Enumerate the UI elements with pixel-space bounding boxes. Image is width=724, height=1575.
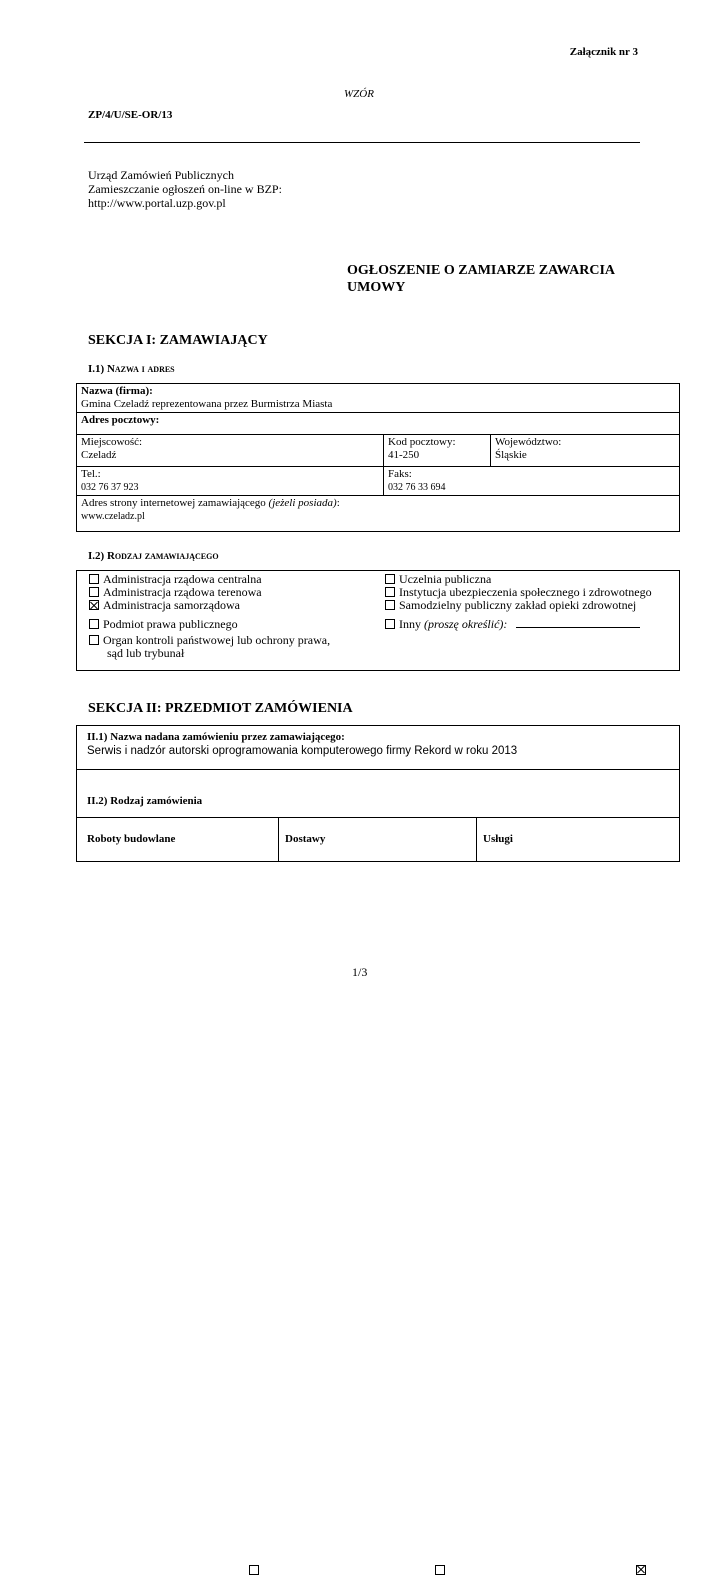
order-name-label: II.1) Nazwa nadana zamówieniu przez zamawiającego: [87, 731, 345, 743]
fax-value[interactable]: 032 76 33 694 [388, 482, 446, 493]
office-service: Zamieszczanie ogłoszeń on-line w BZP: [88, 182, 282, 196]
order-table [76, 725, 680, 862]
types-left-column [89, 573, 330, 660]
type-option-label: Uczelnia publiczna [399, 572, 492, 586]
type-option[interactable] [385, 599, 652, 612]
city-value[interactable]: Czeladź [81, 449, 117, 461]
section2-heading: SEKCJA II: PRZEDMIOT ZAMÓWIENIA [88, 701, 353, 716]
kind-works-cell[interactable] [77, 818, 279, 862]
checkbox-icon[interactable] [249, 1565, 259, 1575]
office-url[interactable]: http://www.portal.uzp.gov.pl [88, 196, 226, 210]
type-option-label: Podmiot prawa publicznego [103, 617, 238, 631]
postal-cell [384, 435, 491, 467]
page-number: 1/3 [352, 965, 368, 979]
checkbox-icon[interactable] [435, 1565, 445, 1575]
kind-supplies-cell[interactable] [279, 818, 477, 862]
order-name-value[interactable]: Serwis i nadzór autorski oprogramowania komputerowego firmy Rekord w roku 2013 [87, 745, 518, 757]
sub2-title: Rodzaj zamawiającego [106, 550, 219, 562]
type-option[interactable] [89, 599, 330, 612]
other-label-note: (proszę określić): [424, 617, 508, 631]
type-option-label: Organ kontroli państwowej lub ochrony prawa, [103, 633, 331, 647]
office-name: Urząd Zamówień Publicznych [88, 168, 234, 182]
name-label: Nazwa (firma): [81, 385, 153, 397]
kind-services-label: Usługi [483, 833, 513, 845]
checkbox-icon[interactable] [89, 635, 99, 645]
city-cell [77, 435, 384, 467]
fax-cell [384, 467, 680, 496]
sub1-title: Nazwa i adres [106, 363, 175, 375]
website-value[interactable]: www.czeladz.pl [81, 511, 145, 522]
website-cell [77, 496, 680, 532]
name-cell [77, 384, 680, 413]
kind-supplies-label: Dostawy [285, 833, 326, 845]
postal-label: Kod pocztowy: [388, 436, 456, 448]
checkbox-icon[interactable] [636, 1565, 646, 1575]
city-label: Miejscowość: [81, 436, 143, 448]
office-info [88, 168, 282, 210]
voivodeship-cell [491, 435, 680, 467]
type-option-label: Samodzielny publiczny zakład opieki zdrowotnej [399, 598, 637, 612]
type-option-label: Administracja rządowa centralna [103, 572, 262, 586]
address-table [76, 383, 680, 532]
header-divider [84, 142, 640, 143]
checkbox-icon[interactable] [385, 600, 395, 610]
section1-sub2-heading [88, 550, 219, 563]
order-kind-label: II.2) Rodzaj zamówienia [87, 795, 203, 807]
name-value[interactable]: Gmina Czeladź reprezentowana przez Burmistrza Miasta [81, 398, 333, 410]
postal-value[interactable]: 41-250 [388, 449, 420, 461]
checkbox-icon[interactable] [385, 619, 395, 629]
tel-label: Tel.: [81, 468, 101, 480]
address-label: Adres pocztowy: [81, 414, 160, 426]
kind-services-cell[interactable] [477, 818, 680, 862]
page-title [347, 262, 615, 296]
website-label [81, 497, 675, 510]
section1-heading: SEKCJA I: ZAMAWIAJĄCY [88, 333, 268, 348]
section1-sub1-heading [88, 363, 175, 376]
reference-number: ZP/4/U/SE-OR/13 [88, 109, 173, 121]
tel-cell [77, 467, 384, 496]
website-label-text: Adres strony internetowej zamawiającego [81, 497, 269, 509]
type-option-label: Administracja samorządowa [103, 598, 240, 612]
checkbox-icon[interactable] [89, 587, 99, 597]
types-right-column [385, 573, 652, 631]
type-option-label: Administracja rządowa terenowa [103, 585, 262, 599]
checkbox-icon[interactable] [89, 600, 99, 610]
type-option-continuation: sąd lub trybunał [107, 646, 185, 660]
checkbox-icon[interactable] [385, 587, 395, 597]
type-option-label: Instytucja ubezpieczenia społecznego i zdrowotnego [399, 585, 652, 599]
checkbox-icon[interactable] [89, 619, 99, 629]
checkbox-icon[interactable] [89, 574, 99, 584]
voivodeship-label: Województwo: [495, 436, 562, 448]
website-label-colon: : [336, 497, 340, 509]
attachment-label: Załącznik nr 3 [569, 46, 638, 58]
page-title-line2: UMOWY [347, 280, 406, 295]
sub1-number: I.1) [88, 363, 107, 375]
sub2-number: I.2) [88, 550, 107, 562]
other-input-line[interactable] [516, 618, 640, 628]
order-kind-cell [77, 770, 680, 818]
order-name-cell [77, 726, 680, 770]
type-option[interactable] [89, 618, 330, 631]
voivodeship-value[interactable]: Śląskie [495, 449, 527, 461]
template-label: WZÓR [344, 88, 374, 100]
page-title-line1: OGŁOSZENIE O ZAMIARZE ZAWARCIA [347, 263, 615, 278]
other-label: Inny [399, 617, 424, 631]
tel-value[interactable]: 032 76 37 923 [81, 482, 139, 493]
fax-label: Faks: [388, 468, 412, 480]
kind-works-label: Roboty budowlane [87, 833, 176, 845]
type-option-other[interactable] [385, 618, 652, 631]
address-cell [77, 413, 680, 435]
checkbox-icon[interactable] [385, 574, 395, 584]
website-label-note: (jeżeli posiada) [268, 497, 337, 509]
